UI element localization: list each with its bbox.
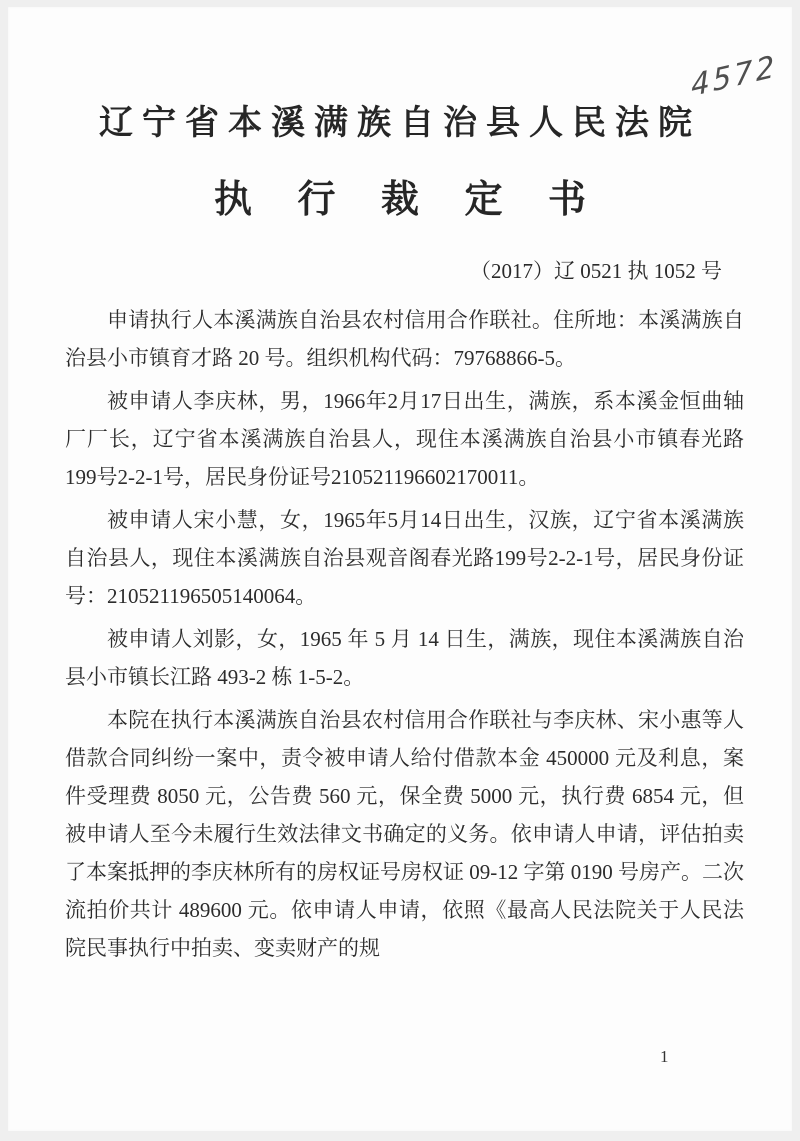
page-number: 1 (660, 1047, 669, 1066)
body-paragraph: 被申请人李庆林，男，1966年2月17日出生，满族，系本溪金恒曲轴厂厂长，辽宁省本溪满族自治县人，现住本溪满族自治县小市镇春光路199号2-2-1号，居民身份证号210521196602170011。 (65, 389, 744, 489)
body-paragraph: 被申请人刘影，女，1965 年 5 月 14 日生，满族，现住本溪满族自治县小市镇长江路 493-2 栋 1-5-2。 (65, 627, 744, 689)
document-page (8, 7, 792, 1131)
body-paragraph: 本院在执行本溪满族自治县农村信用合作联社与李庆林、宋小惠等人借款合同纠纷一案中，责令被申请人给付借款本金 450000 元及利息，案件受理费 8050 元，公告费 560 元，保全费 5000 元，执行费 6854 元，但被申请人至今未履行生效法律文书确定的义务。依申请人申请，评估拍卖了本案抵押的李庆林所有的房权证号房权证 09-12 字第 0190 号房产。二次流拍价共计 489600 元。依申请人申请，依照《最高人民法院关于人民法院民事执行中拍卖、变卖财产的规 (65, 708, 744, 960)
body-paragraph: 申请执行人本溪满族自治县农村信用合作联社。住所地：本溪满族自治县小市镇育才路 20 号。组织机构代码：79768866-5。 (65, 308, 744, 370)
body-paragraph: 被申请人宋小慧，女，1965年5月14日出生，汉族，辽宁省本溪满族自治县人，现住本溪满族自治县观音阁春光路199号2-2-1号，居民身份证号：210521196505140064。 (65, 508, 744, 608)
court-name-heading: 辽宁省本溪满族自治县人民法院 (99, 105, 701, 142)
document-title: 执 行 裁 定 书 (213, 179, 604, 221)
handwritten-mark: 4572 (689, 48, 778, 105)
case-number: （2017）辽 0521 执 1052 号 (470, 259, 722, 283)
document-body (8, 301, 792, 967)
